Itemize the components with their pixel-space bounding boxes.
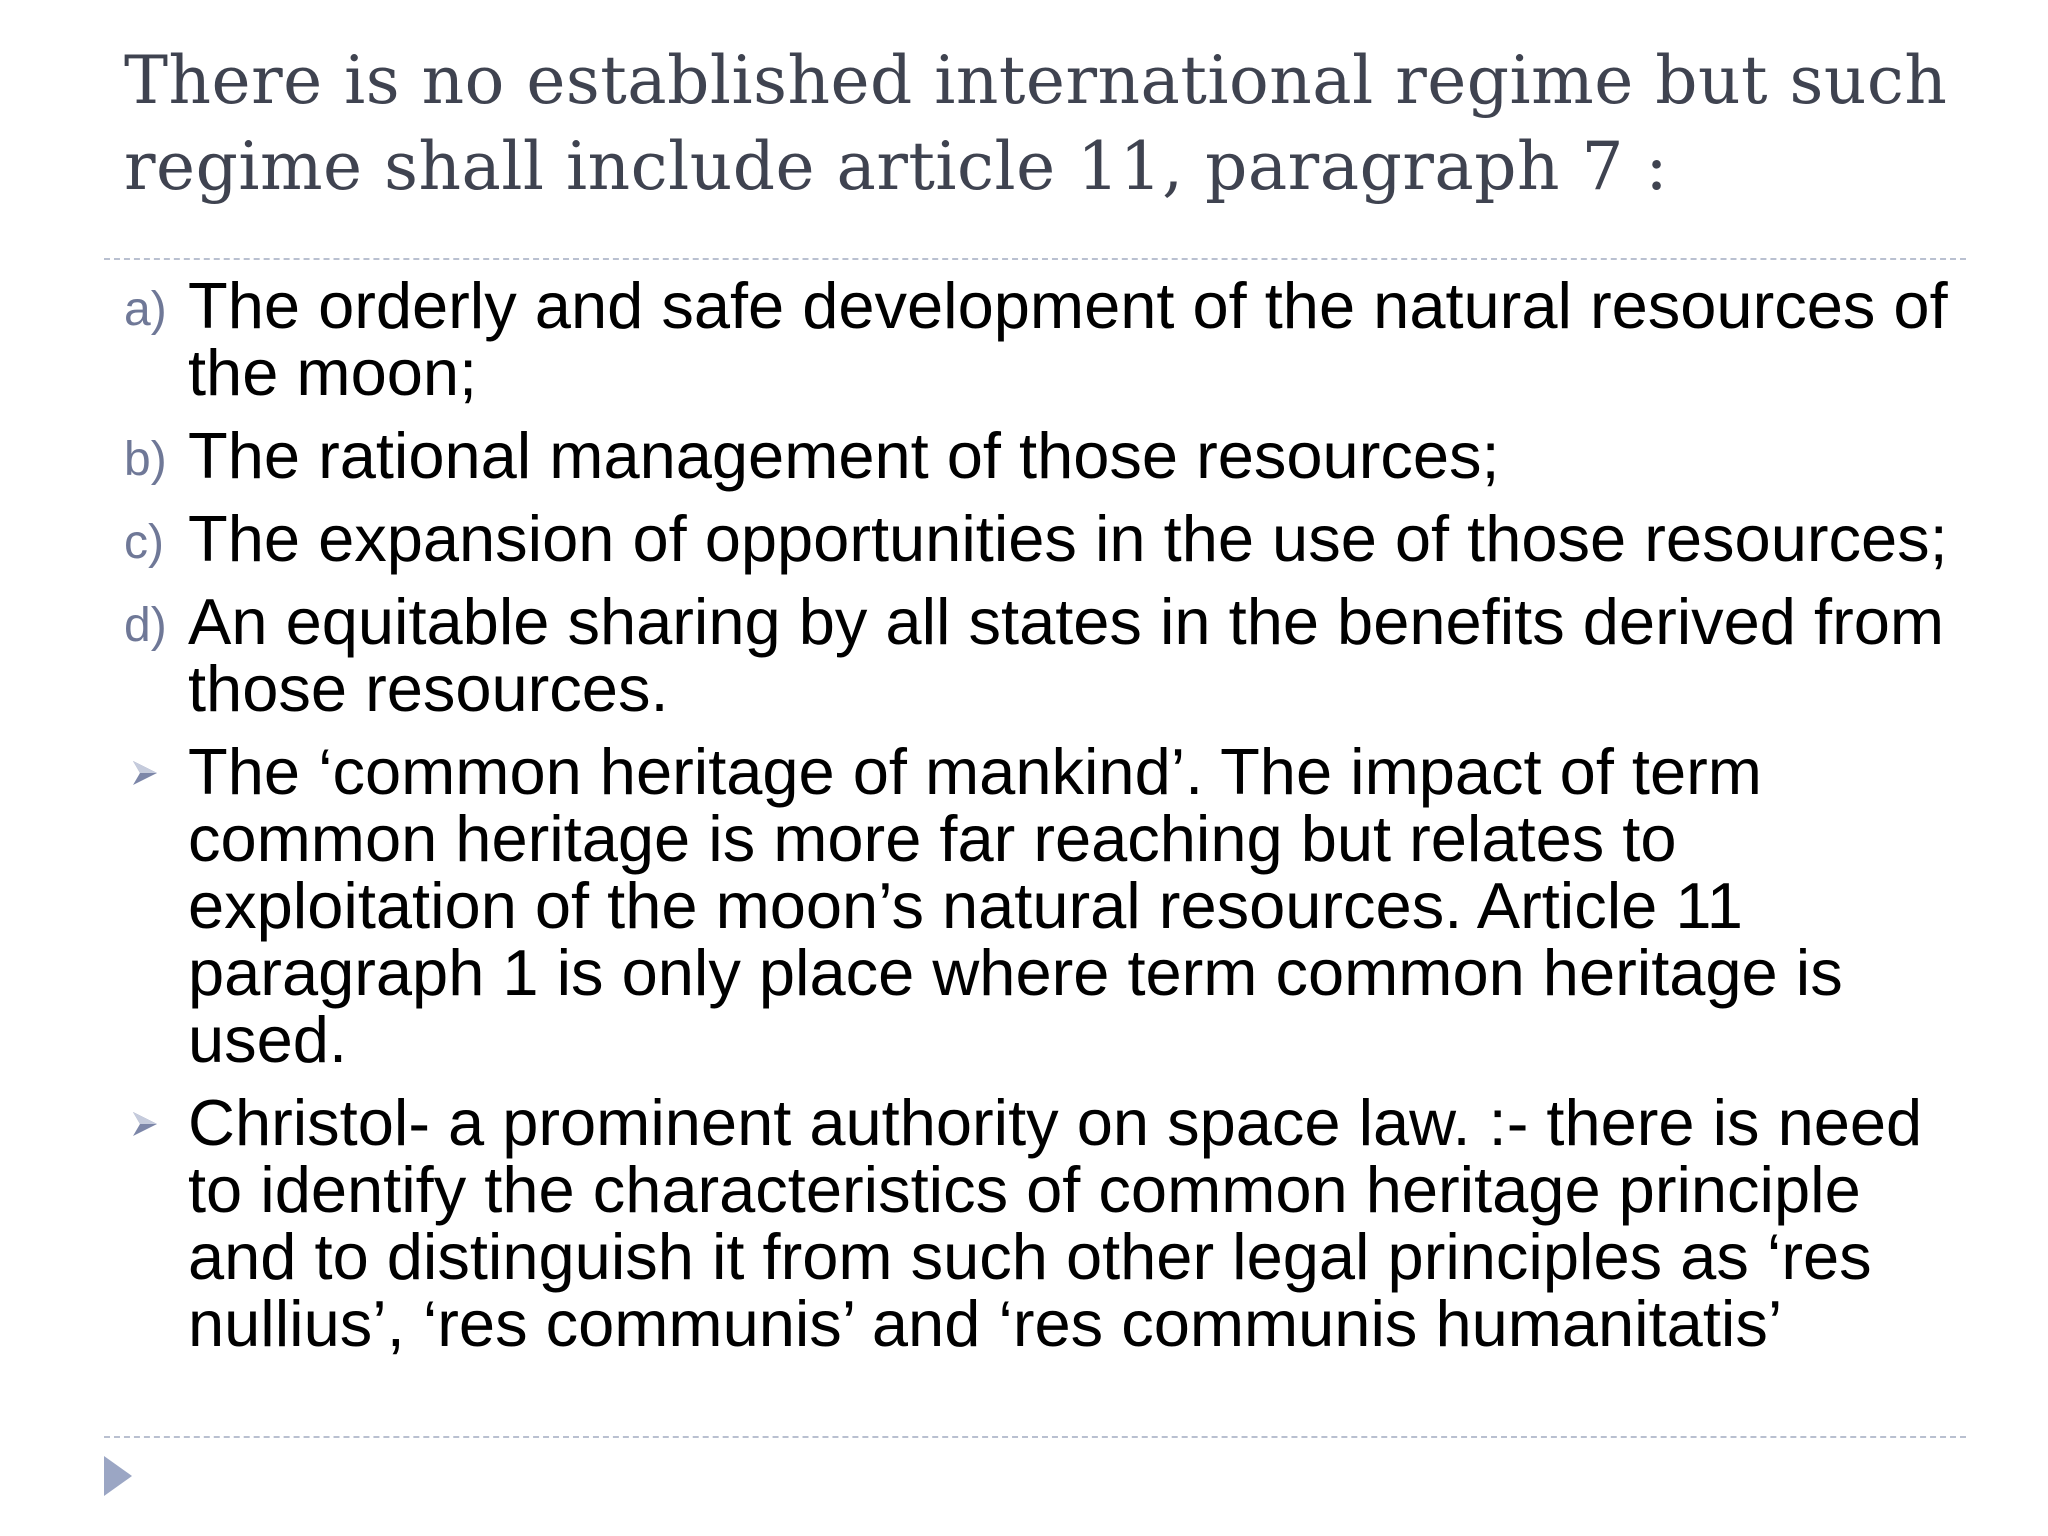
list-item-text: The expansion of opportunities in the use of those resources; [188,502,1948,575]
list-item-text: The rational management of those resources; [188,419,1500,492]
play-triangle-icon[interactable] [104,1456,132,1496]
list-marker-c: c) [124,516,164,569]
list-item-text: An equitable sharing by all states in the benefits derived from those resources. [188,585,1945,725]
title-divider [104,258,1966,260]
list-marker-a: a) [124,283,167,336]
arrowhead-bullet-icon [130,758,160,788]
bullet-item-christol [124,1086,1984,1360]
bullet-item-text: Christol- a prominent authority on space law. :- there is need to identify the characteristics of common heritage principle and to distinguish it from such other legal principles as ‘res nullius’, ‘res communis’ and ‘res communis humanitatis’ [188,1086,1923,1360]
arrowhead-bullet-icon [130,1109,160,1139]
list-marker-d: d) [124,599,167,652]
slide-body [124,269,1984,1373]
bullet-item-text: The ‘common heritage of mankind’. The impact of term common heritage is more far reaching but relates to exploitation of the moon’s natural resources. Article 11 paragraph 1 is only place where term common heritage is used. [188,735,1843,1076]
list-item-d [124,585,1984,725]
list-item-text: The orderly and safe development of the natural resources of the moon; [188,269,1948,409]
list-item-c [124,502,1984,575]
list-item-b [124,419,1984,492]
list-marker-b: b) [124,433,167,486]
bullet-item-common-heritage [124,735,1984,1076]
list-item-a [124,269,1984,409]
footer-divider [104,1436,1966,1438]
slide-title: There is no established international regime but such regime shall include article 11, paragraph 7 : [124,42,1948,205]
